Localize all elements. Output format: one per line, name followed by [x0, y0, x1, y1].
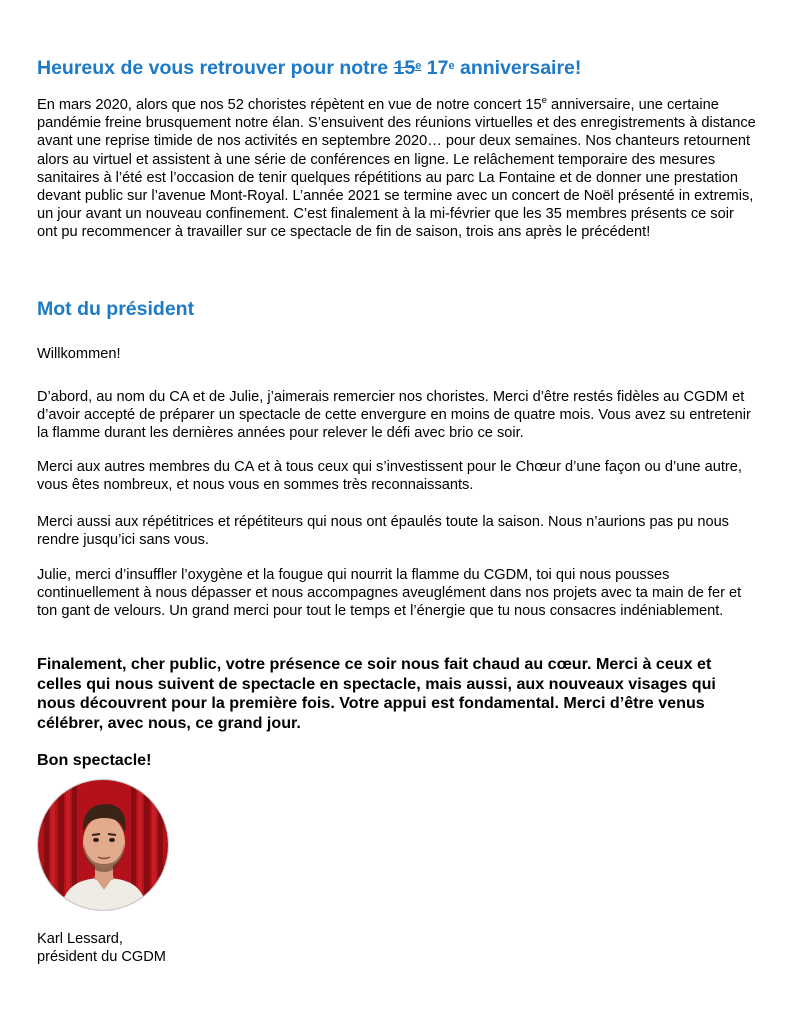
intro-superscript: e — [541, 95, 547, 107]
paragraph-thanks-ca: Merci aux autres membres du CA et à tous ceux qui s’investissent pour le Chœur d’une façon ou d’une autre, vous êtes nombreux, et nous vous en sommes très reconnaissants. — [37, 459, 742, 494]
intro-text-1: En mars 2020, alors que nos 52 choristes répètent en vue de notre concert 15 — [37, 97, 542, 113]
anniversary-number-suffix: e — [448, 60, 455, 72]
paragraph-thanks-repetiteurs: Merci aussi aux répétitrices et répétiteurs qui nous ont épaulés toute la saison. Nous n’aurions pas pu nous rendre jusqu’ici sans vous. — [37, 514, 729, 549]
president-portrait — [37, 779, 169, 911]
paragraph-thanks-choristers: D’abord, au nom du CA et de Julie, j’aimerais remercier nos choristes. Merci d’être restés fidèles au CGDM et d’avoir accepté de préparer un spectacle de cette envergure en moins de quatre mois. Vous avez su entretenir la flamme durant les dernières années pour relever le défi avec brio ce soir. — [37, 389, 751, 442]
greeting: Willkommen! — [37, 346, 121, 362]
paragraph-thanks-public: Finalement, cher public, votre présence ce soir nous fait chaud au cœur. Merci à ceux et celles qui nous suivent de spectacle en spectacle, mais aussi, aux nouveaux visages qui nous découvrent pour la première fois. Votre appui est fondamental. Merci d’être venus célébrer, avec nous, ce grand jour. — [37, 655, 716, 732]
intro-text-2: anniversaire, une certaine pandémie freine brusquement notre élan. S’ensuivent des réunions virtuelles et des enregistrements à distance avant une reprise timide de nos activités en septembre 2020… pour deux semaines. Nos chanteurs retournent alors au virtuel et assistent à une série de conférences en ligne. Le relâchement temporaire des mesures sanitaires à l’été est l’occasion de tenir quelques répétitions au parc La Fontaine et de donner une prestation devant public sur l’avenue Mont-Royal. L’année 2021 se termine avec un concert de Noël présenté in extremis, un jour avant un nouveau confinement. C’est finalement à la mi-février que les 35 membres présents ce soir ont pu recommencer à travailler sur ce spectacle de fin de saison, trois ans après le précédent! — [37, 97, 756, 241]
heading-suffix: anniversaire! — [454, 57, 582, 79]
anniversary-number: 17 — [426, 57, 449, 79]
struck-number: 15 — [393, 57, 416, 79]
signature-name: Karl Lessard, — [37, 931, 123, 947]
intro-paragraph — [37, 96, 757, 242]
heading-prefix: Heureux de vous retrouver pour notre — [37, 57, 394, 79]
signature-title: président du CGDM — [37, 949, 166, 965]
struck-anniversary-number — [394, 57, 422, 79]
portrait-illustration — [38, 780, 169, 911]
section-title: Mot du président — [37, 298, 195, 320]
page-heading — [37, 55, 581, 81]
paragraph-thanks-julie: Julie, merci d’insuffler l’oxygène et la fougue qui nourrit la flamme du CGDM, toi qui nous pousses continuellement à nous dépasser et nous accompagnes aveuglément dans nos projets avec ta main de fer et ton gant de velours. Un grand merci pour tout le temps et l’énergie que tu nous consacres indéniablement. — [37, 567, 742, 620]
closing-line: Bon spectacle! — [37, 751, 152, 769]
struck-number-suffix: e — [415, 60, 422, 72]
